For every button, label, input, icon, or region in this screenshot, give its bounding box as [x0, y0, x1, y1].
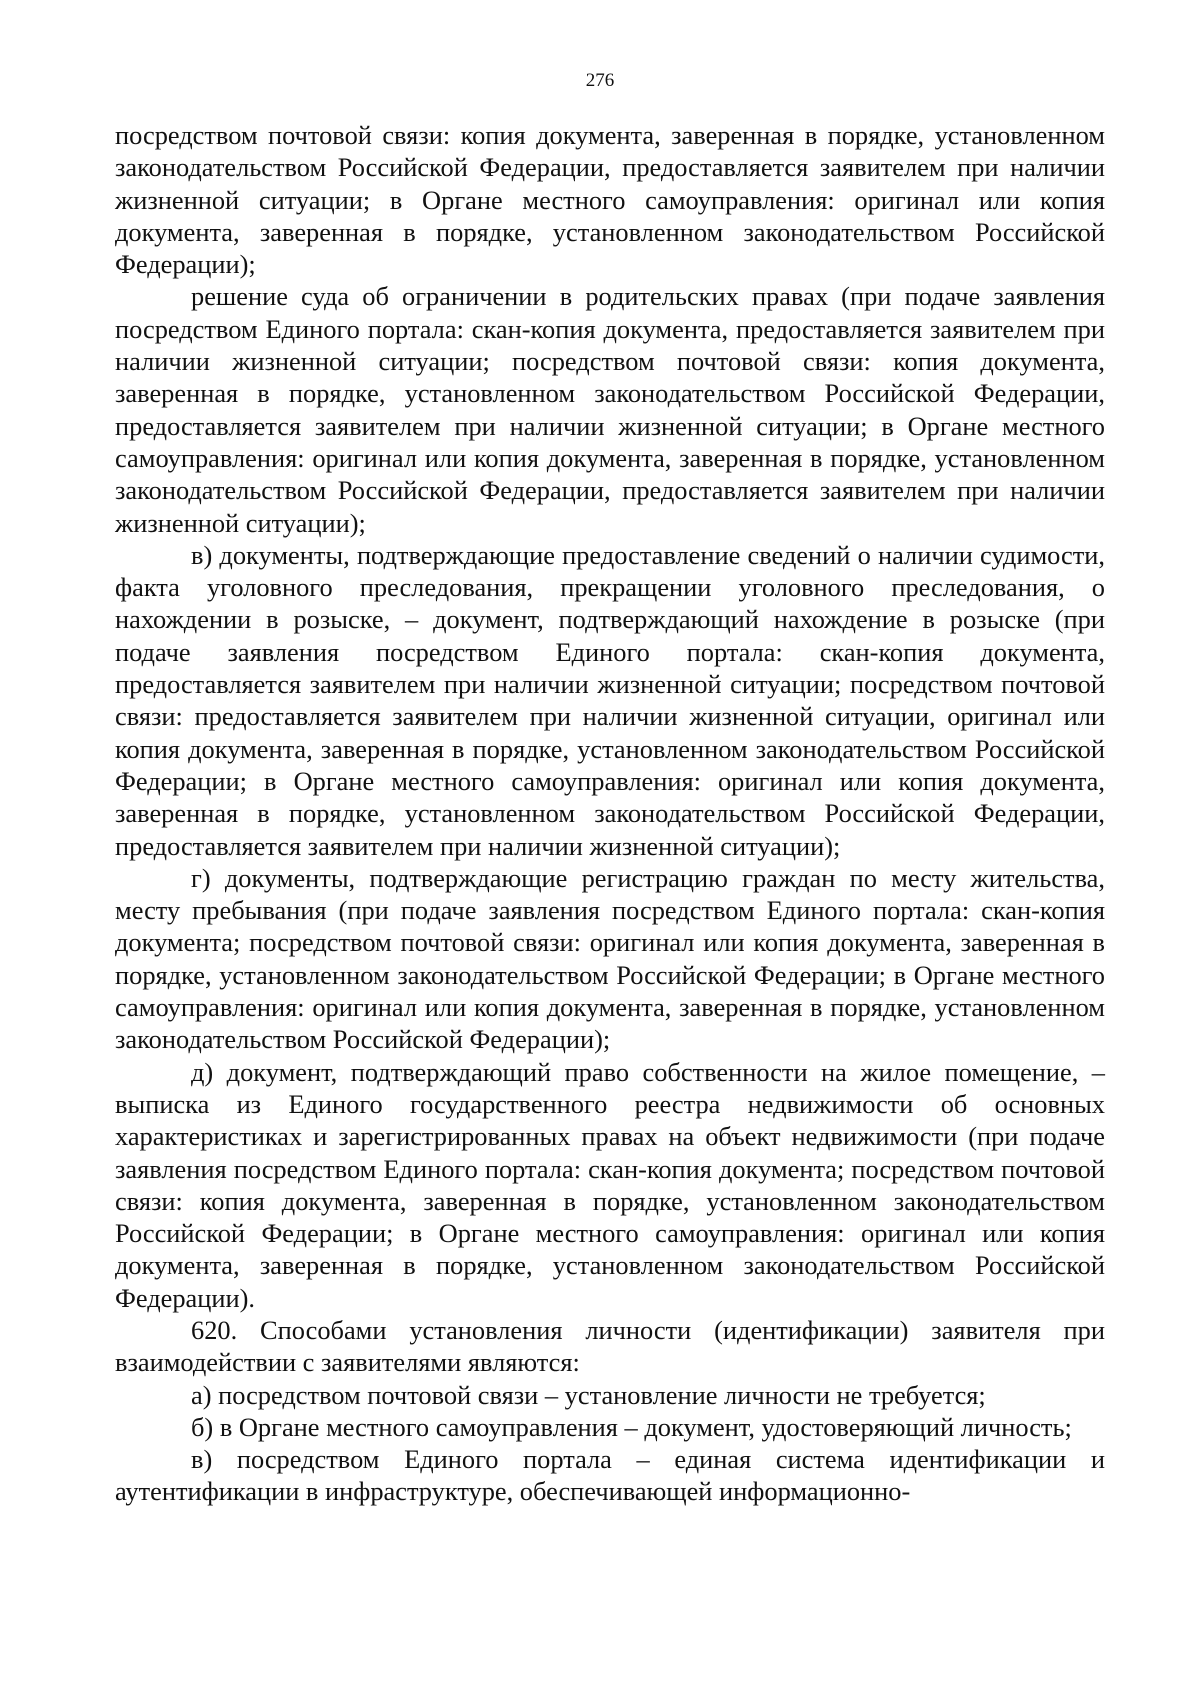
- paragraph-section-620: 620. Способами установления личности (идентификации) заявителя при взаимодействии с заявителями являются:: [115, 1314, 1105, 1378]
- paragraph-item-g: г) документы, подтверждающие регистрацию граждан по месту жительства, месту пребывания (при подаче заявления посредством Единого портала: скан-копия документа; посредством почтовой связи: оригинал или копия документа, заверенная в порядке, установленном законодательством Российской Федерации; в Органе местного самоуправления: оригинал или копия документа, заверенная в порядке, установленном законодательством Российской Федерации);: [115, 862, 1105, 1055]
- page-number: 276: [585, 70, 615, 91]
- paragraph-continuation: посредством почтовой связи: копия документа, заверенная в порядке, установленном законодательством Российской Федерации, предоставляется заявителем при наличии жизненной ситуации; в Органе местного самоуправления: оригинал или копия документа, заверенная в порядке, установленном законодательством Российской Федерации);: [115, 120, 1105, 280]
- paragraph-item-b: б) в Органе местного самоуправления – документ, удостоверяющий личность;: [191, 1411, 1072, 1442]
- paragraph-item-d: д) документ, подтверждающий право собственности на жилое помещение, – выписка из Единого государственного реестра недвижимости об основных характеристиках и зарегистрированных правах на объект недвижимости (при подаче заявления посредством Единого портала: скан-копия документа; посредством почтовой связи: копия документа, заверенная в порядке, установленном законодательством Российской Федерации; в Органе местного самоуправления: оригинал или копия документа, заверенная в порядке, установленном законодательством Российской Федерации).: [115, 1056, 1105, 1313]
- paragraph-court-decision: решение суда об ограничении в родительских правах (при подаче заявления посредством Единого портала: скан-копия документа, предоставляется заявителем при наличии жизненной ситуации; посредством почтовой связи: копия документа, заверенная в порядке, установленном законодательством Российской Федерации, предоставляется заявителем при наличии жизненной ситуации; в Органе местного самоуправления: оригинал или копия документа, заверенная в порядке, установленном законодательством Российской Федерации, предоставляется заявителем при наличии жизненной ситуации);: [115, 281, 1105, 538]
- paragraph-item-a: а) посредством почтовой связи – установление личности не требуется;: [191, 1379, 986, 1410]
- document-body: [115, 119, 1105, 1508]
- paragraph-item-v2: в) посредством Единого портала – единая система идентификации и аутентификации в инфраструктуре, обеспечивающей информационно-: [115, 1444, 1105, 1507]
- paragraph-item-v: в) документы, подтверждающие предоставление сведений о наличии судимости, факта уголовного преследования, прекращении уголовного преследования, о нахождении в розыске, – документ, подтверждающий нахождение в розыске (при подаче заявления посредством Единого портала: скан-копия документа, предоставляется заявителем при наличии жизненной ситуации; посредством почтовой связи: предоставляется заявителем при наличии жизненной ситуации, оригинал или копия документа, заверенная в порядке, установленном законодательством Российской Федерации; в Органе местного самоуправления: оригинал или копия документа, заверенная в порядке, установленном законодательством Российской Федерации, предоставляется заявителем при наличии жизненной ситуации);: [115, 539, 1105, 861]
